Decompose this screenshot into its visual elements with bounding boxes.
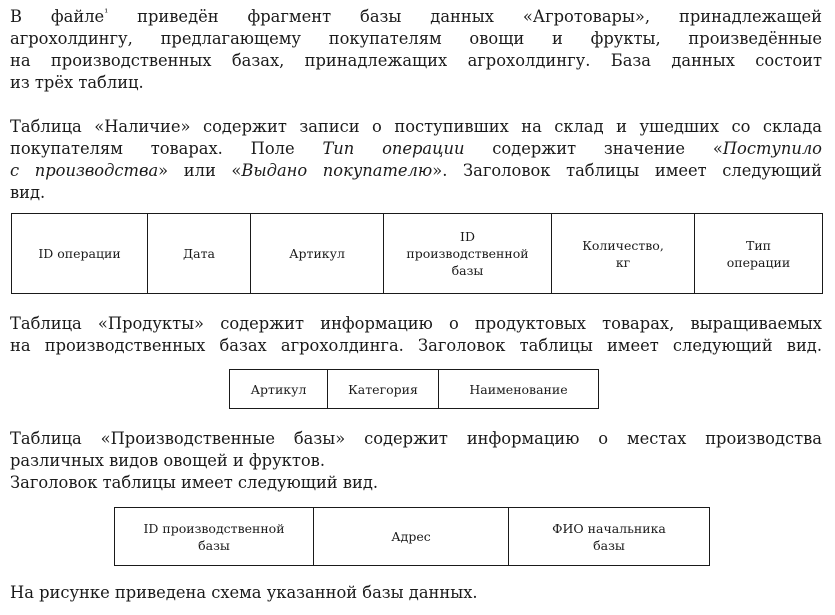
- intro-paragraph: [10, 6, 822, 94]
- col-data: Дата: [148, 214, 251, 294]
- produkty-table-header: [229, 369, 599, 409]
- col-tip-operatsii: Тип операции: [695, 214, 823, 294]
- nalichie-line-1: Таблица «Наличие» содержит записи о поступивших на склад и ушедших со склада: [10, 117, 822, 136]
- col-id-operatsii: ID операции: [12, 214, 148, 294]
- nalichie-line-2: покупателям товарах. Поле Тип операции содержит значение «Поступило: [10, 139, 822, 158]
- bazy-description: [10, 428, 822, 494]
- footer-paragraph: [10, 582, 822, 604]
- bazy-line-2: различных видов овощей и фруктов.: [10, 451, 325, 470]
- produkty-line-2: на производственных базах агрохолдинга. Заголовок таблицы имеет следующий вид.: [10, 336, 822, 355]
- produkty-line-1: Таблица «Продукты» содержит информацию о продуктовых товарах, выращиваемых: [10, 314, 822, 333]
- col-adres: Адрес: [314, 508, 509, 566]
- nalichie-line-3: с производства» или «Выдано покупателю». Заголовок таблицы имеет следующий: [10, 161, 822, 180]
- footer-line: На рисунке приведена схема указанной базы данных.: [10, 583, 478, 602]
- nalichie-line-4: вид.: [10, 183, 46, 202]
- col-kategoriya: Категория: [328, 370, 439, 409]
- col-fio-nachalnika: ФИО начальника базы: [509, 508, 710, 566]
- col-id-bazy: ID производственной базы: [115, 508, 314, 566]
- col-artikul: Артикул: [230, 370, 328, 409]
- intro-line-2: агрохолдингу, предлагающему покупателям овощи и фрукты, произведённые: [10, 29, 822, 48]
- footnote-mark: ¹: [104, 8, 109, 19]
- intro-line-3: на производственных базах, принадлежащих агрохолдингу. База данных состоит: [10, 51, 822, 70]
- bazy-line-1: Таблица «Производственные базы» содержит информацию о местах производства: [10, 429, 822, 448]
- nalichie-table-header: [11, 213, 823, 294]
- intro-line-4: из трёх таблиц.: [10, 73, 144, 92]
- col-id-bazy: ID производственной базы: [384, 214, 552, 294]
- produkty-description: [10, 313, 822, 357]
- col-kolichestvo: Количество, кг: [552, 214, 695, 294]
- col-naimenovanie: Наименование: [439, 370, 599, 409]
- nalichie-description: [10, 116, 822, 204]
- intro-line-1: В файле$^{^1}$ приведён фрагмент базы данных «Агротовары», принадлежащей: [10, 7, 822, 26]
- bazy-line-3: Заголовок таблицы имеет следующий вид.: [10, 473, 379, 492]
- col-artikul: Артикул: [251, 214, 384, 294]
- bazy-table-header: [114, 507, 710, 566]
